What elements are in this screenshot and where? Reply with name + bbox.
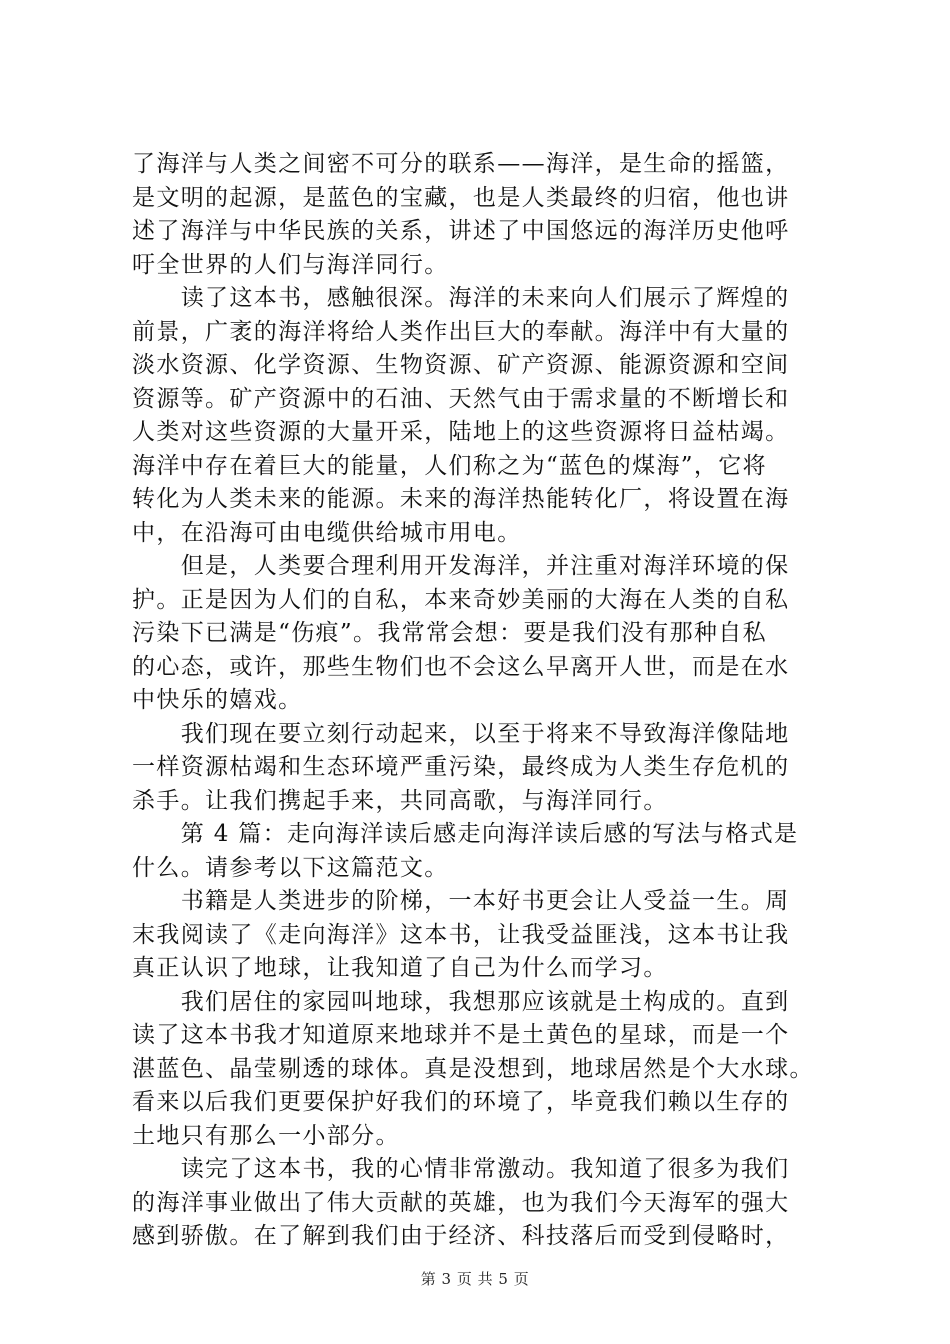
- text-line: 湛蓝色、晶莹剔透的球体。真是没想到，地球居然是个大水球。: [132, 1055, 814, 1082]
- text-line: 一样资源枯竭和生态环境严重污染，最终成为人类生存危机的: [132, 754, 790, 780]
- text-line: 转化为人类未来的能源。未来的海洋热能转化厂，将设置在海: [132, 486, 790, 512]
- text-line: 读了这本书我才知道原来地球并不是土黄色的星球，而是一个: [132, 1022, 790, 1048]
- text-line: 看来以后我们更要保护好我们的环境了，毕竟我们赖以生存的: [132, 1089, 790, 1115]
- text-line: 护。正是因为人们的自私，本来奇妙美丽的大海在人类的自私: [132, 586, 790, 613]
- text-line: 但是，人类要合理利用开发海洋，并注重对海洋环境的保: [132, 553, 790, 579]
- text-line: 吁全世界的人们与海洋同行。: [132, 251, 449, 278]
- text-line: 海洋中存在着巨大的能量，人们称之为“蓝色的煤海”，它将: [132, 452, 767, 479]
- text-line: 我们居住的家园叫地球，我想那应该就是土构成的。直到: [132, 988, 790, 1015]
- text-line: 述了海洋与中华民族的关系，讲述了中国悠远的海洋历史他呼: [132, 218, 790, 244]
- text-line: 真正认识了地球，让我知道了自己为什么而学习。: [132, 955, 668, 981]
- text-line: 的海洋事业做出了伟大贡献的英雄，也为我们今天海军的强大: [132, 1189, 790, 1216]
- text-line: 读了这本书，感触很深。海洋的未来向人们展示了辉煌的: [132, 285, 790, 311]
- article-body: [132, 148, 832, 1254]
- text-line: 感到骄傲。在了解到我们由于经济、科技落后而受到侵略时，: [132, 1223, 790, 1249]
- text-line: 读完了这本书，我的心情非常激动。我知道了很多为我们: [132, 1156, 790, 1182]
- text-line: 书籍是人类进步的阶梯，一本好书更会让人受益一生。周: [132, 888, 790, 914]
- text-line: 人类对这些资源的大量开采，陆地上的这些资源将日益枯竭。: [132, 419, 790, 445]
- text-line: 资源等。矿产资源中的石油、天然气由于需求量的不断增长和: [132, 385, 790, 412]
- text-line: 污染下已满是“伤痕”。我常常会想：要是我们没有那种自私: [132, 620, 767, 646]
- text-line: 前景，广袤的海洋将给人类作出巨大的奉献。海洋中有大量的: [132, 318, 790, 345]
- text-line: 我们现在要立刻行动起来，以至于将来不导致海洋像陆地: [132, 720, 790, 747]
- text-line: 淡水资源、化学资源、生物资源、矿产资源、能源资源和空间: [132, 352, 790, 378]
- text-line: 杀手。让我们携起手来，共同高歌，与海洋同行。: [132, 787, 668, 814]
- text-line: 末我阅读了《走向海洋》这本书，让我受益匪浅，这本书让我: [132, 921, 790, 948]
- text-line: 土地只有那么一小部分。: [132, 1122, 400, 1149]
- section-heading-line: 第 4 篇：走向海洋读后感走向海洋读后感的写法与格式是: [132, 821, 799, 847]
- text-line: 中，在沿海可由电缆供给城市用电。: [132, 519, 522, 546]
- page-number-footer: 第 3 页 共 5 页: [420, 1270, 530, 1288]
- text-line: 的心态，或许，那些生物们也不会这么早离开人世，而是在水: [132, 653, 790, 680]
- text-line: 是文明的起源，是蓝色的宝藏，也是人类最终的归宿，他也讲: [132, 184, 790, 211]
- text-line: 了海洋与人类之间密不可分的联系——海洋，是生命的摇篮，: [132, 151, 790, 177]
- text-line: 中快乐的嬉戏。: [132, 687, 303, 713]
- text-line: 什么。请参考以下这篇范文。: [132, 854, 449, 881]
